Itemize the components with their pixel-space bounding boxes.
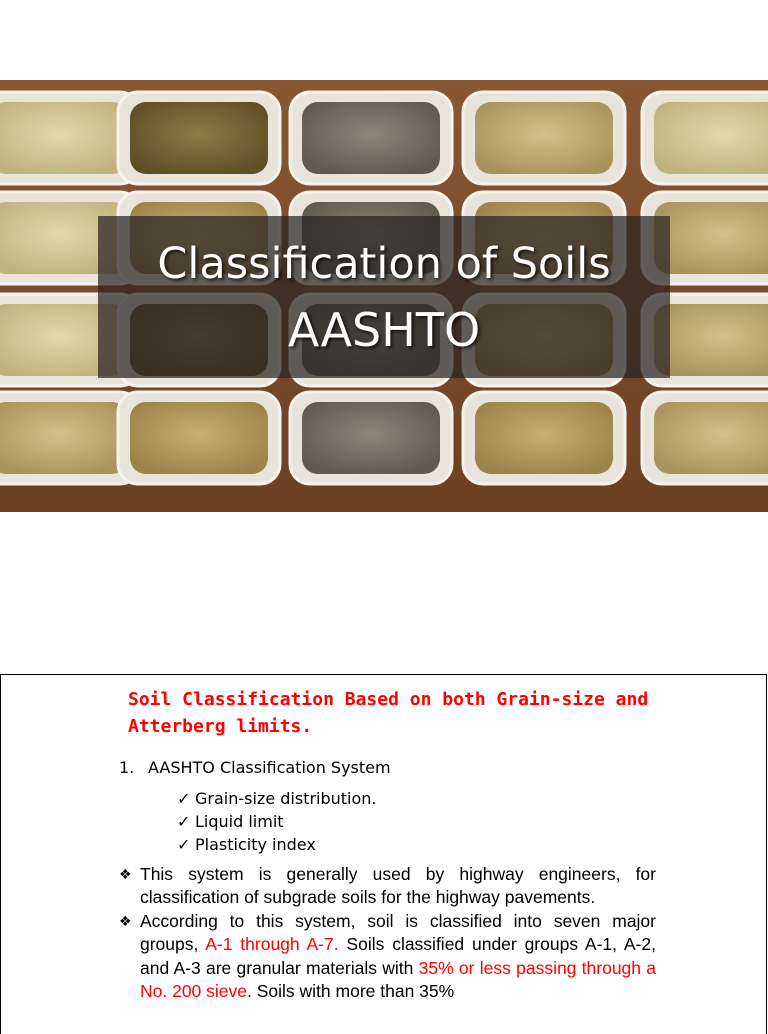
content-slide (0, 674, 767, 1034)
soil-sample (654, 202, 768, 274)
criteria-list (177, 787, 377, 856)
soil-sample (302, 102, 440, 174)
soil-sample (654, 304, 768, 376)
soil-sample (130, 402, 268, 474)
list-item (177, 833, 377, 856)
bullet-text: . Soils with more than 35% (247, 981, 455, 1002)
soil-sample (0, 402, 128, 474)
bullet-list (119, 863, 656, 1003)
soil-sample (0, 102, 128, 174)
soil-sample (654, 102, 768, 174)
numbered-item (119, 758, 391, 777)
bullet-text: According to this system, soil is classified into seven major groups, (140, 910, 656, 955)
slide-heading: Soil Classification Based on both Grain-size and Atterberg limits. (128, 689, 649, 737)
title-overlay (98, 216, 670, 378)
bullet-text: Soils classified under groups A-1, A-2, and A-3 are granular materials with (140, 934, 656, 978)
soil-sample (130, 102, 268, 174)
soil-sample (475, 102, 613, 174)
criteria-text: Grain-size distribution. (195, 789, 377, 808)
slide-title: Classification of Soils (157, 239, 611, 289)
item-number: 1. (119, 758, 135, 777)
list-item (177, 810, 377, 833)
criteria-text: Liquid limit (195, 812, 284, 831)
check-icon: ✓ (177, 835, 191, 854)
soil-sample (302, 402, 440, 474)
diamond-bullet-icon: ❖ (119, 912, 132, 929)
criteria-text: Plasticity index (195, 835, 316, 854)
group-range-highlight: A-1 through A-7. (205, 934, 339, 955)
list-item (177, 787, 377, 810)
title-slide (0, 80, 768, 512)
list-item (119, 863, 656, 910)
sieve-highlight: 35% or less passing through a No. 200 sieve (140, 957, 657, 1002)
list-item (119, 910, 656, 1004)
slide-subtitle: AASHTO (287, 303, 481, 357)
check-icon: ✓ (177, 812, 191, 831)
item-text: AASHTO Classification System (148, 758, 391, 777)
diamond-bullet-icon: ❖ (119, 866, 132, 882)
soil-sample (475, 402, 613, 474)
bullet-text: This system is generally used by highway engineers, for classification of subgrade soils for the highway pavements. (140, 864, 656, 908)
soil-sample (654, 402, 768, 474)
check-icon: ✓ (177, 789, 191, 808)
